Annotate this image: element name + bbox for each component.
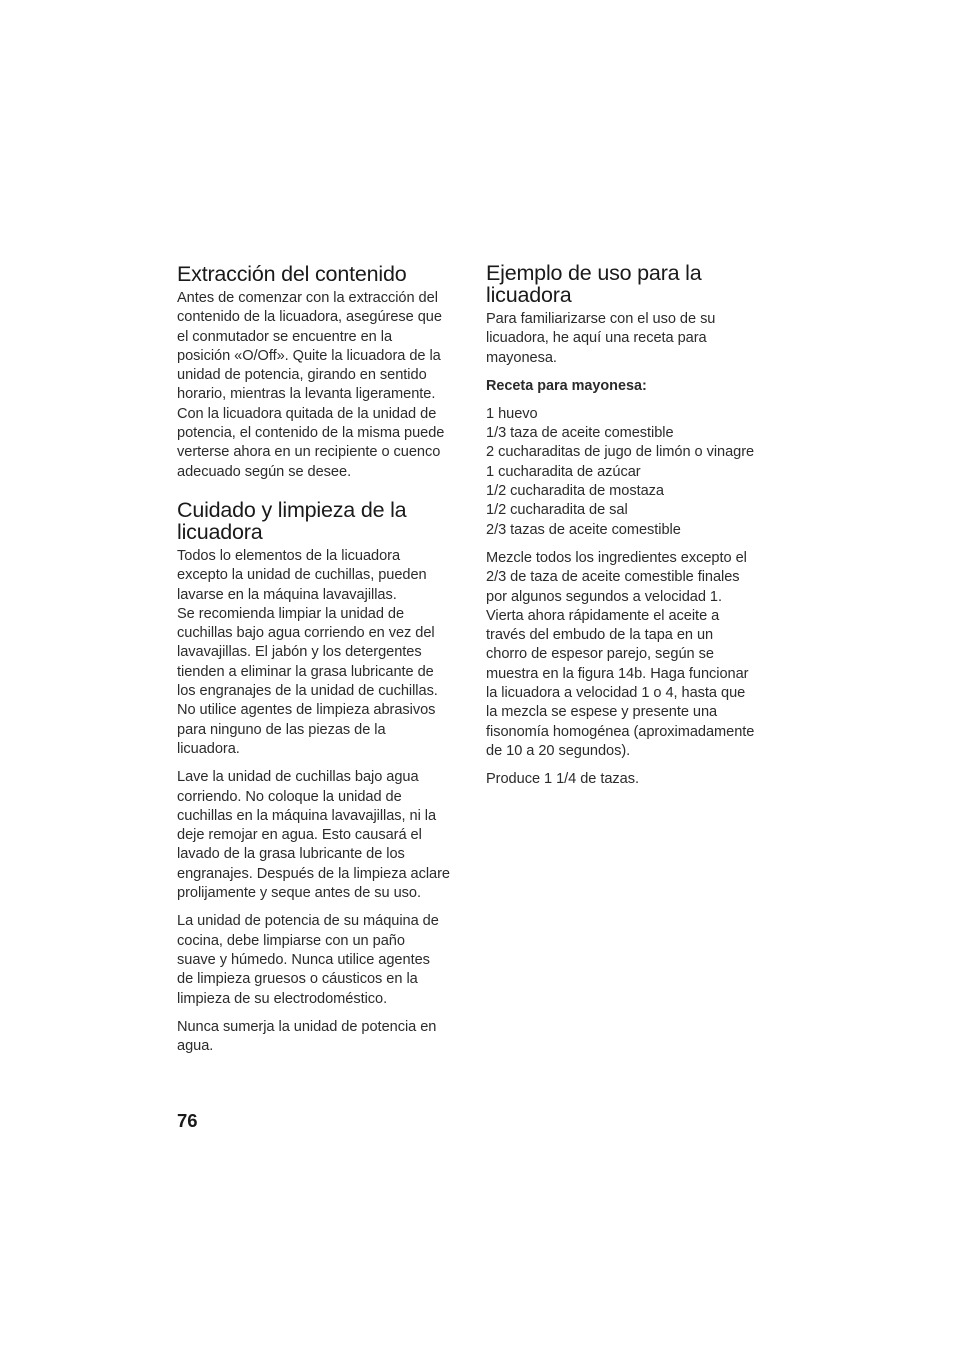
paragraph-cuidado-3: La unidad de potencia de su máquina de cocina, debe limpiarse con un paño suave y húmedo. Nunca utilice agentes de limpieza gruesos o cáusticos en la limpieza de su electrodoméstico. [177,913,439,1007]
paragraph-cuidado-1: Todos lo elementos de la licuadora excepto la unidad de cuchillas, pueden lavarse en la máquina lavavajillas. Se recomienda limpiar la unidad de cuchillas bajo agua corriendo en vez del lavavajillas. El jabón y los detergentes tienden a eliminar la grasa lubricante de los engranajes de la unidad de cuchillas. No utilice agentes de limpieza abrasivos para ninguno de las piezas de la licuadora. [177,547,438,757]
page-number: 76 [177,1110,198,1131]
ingredient-item: 1/3 taza de aceite comestible [486,425,674,442]
paragraph-yield: Produce 1 1/4 de tazas. [486,771,639,788]
section-title-cuidado [177,499,469,543]
section-title-ejemplo-line1: Ejemplo de uso para la [486,261,702,285]
right-column [486,262,778,790]
section-title-ejemplo [486,262,778,306]
paragraph-intro: Para familiarizarse con el uso de su licuadora, he aquí una receta para mayonesa. [486,311,716,366]
section-title-cuidado-line1: Cuidado y limpieza de la [177,497,407,522]
left-column [177,262,469,1056]
paragraph-cuidado-4: Nunca sumerja la unidad de potencia en agua. [177,1018,437,1055]
recipe-heading: Receta para mayonesa: [486,377,647,394]
ingredient-item: 2 cucharaditas de jugo de limón o vinagre [486,444,755,461]
ingredient-item: 1/2 cucharadita de mostaza [486,483,664,500]
paragraph-instructions: Mezcle todos los ingredientes excepto el 2/3 de taza de aceite comestible finales por algunos segundos a velocidad 1. Vierta ahora rápidamente el aceite a través del embudo de la tapa en un chorro de espesor parejo, según se muestra en la figura 14b. Haga funcionar la licuadora a velocidad 1 o 4, hasta que la mezcla se espese y presente una fisonomía homogénea (aproximadamente de 10 a 20 segundos). [486,549,755,759]
ingredient-item: 1 huevo [486,405,538,422]
section-title-ejemplo-line2: licuadora [486,283,572,307]
ingredient-item: 1/2 cucharadita de sal [486,502,628,519]
ingredient-item: 1 cucharadita de azúcar [486,463,641,480]
ingredient-item: 2/3 tazas de aceite comestible [486,521,681,538]
section-title-cuidado-line2: licuadora [177,519,263,544]
ingredient-list [486,405,778,540]
paragraph-extraccion: Antes de comenzar con la extracción del contenido de la licuadora, asegúrese que el conmutador se encuentre en la posición «O/Off». Quite la licuadora de la unidad de potencia, girando en sentido horario, mientras la levanta ligeramente. Con la licuadora quitada de la unidad de potencia, el contenido de la misma puede verterse ahora en un recipiente o cuenco adecuado según se desee. [177,290,445,480]
paragraph-cuidado-2: Lave la unidad de cuchillas bajo agua corriendo. No coloque la unidad de cuchillas en la máquina lavavajillas, ni la deje remojar en agua. Esto causará el lavado de la grasa lubricante de los engranajes. Después de la limpieza aclare prolijamente y seque antes de su uso. [177,769,450,902]
section-title-extraccion: Extracción del contenido [177,262,407,286]
